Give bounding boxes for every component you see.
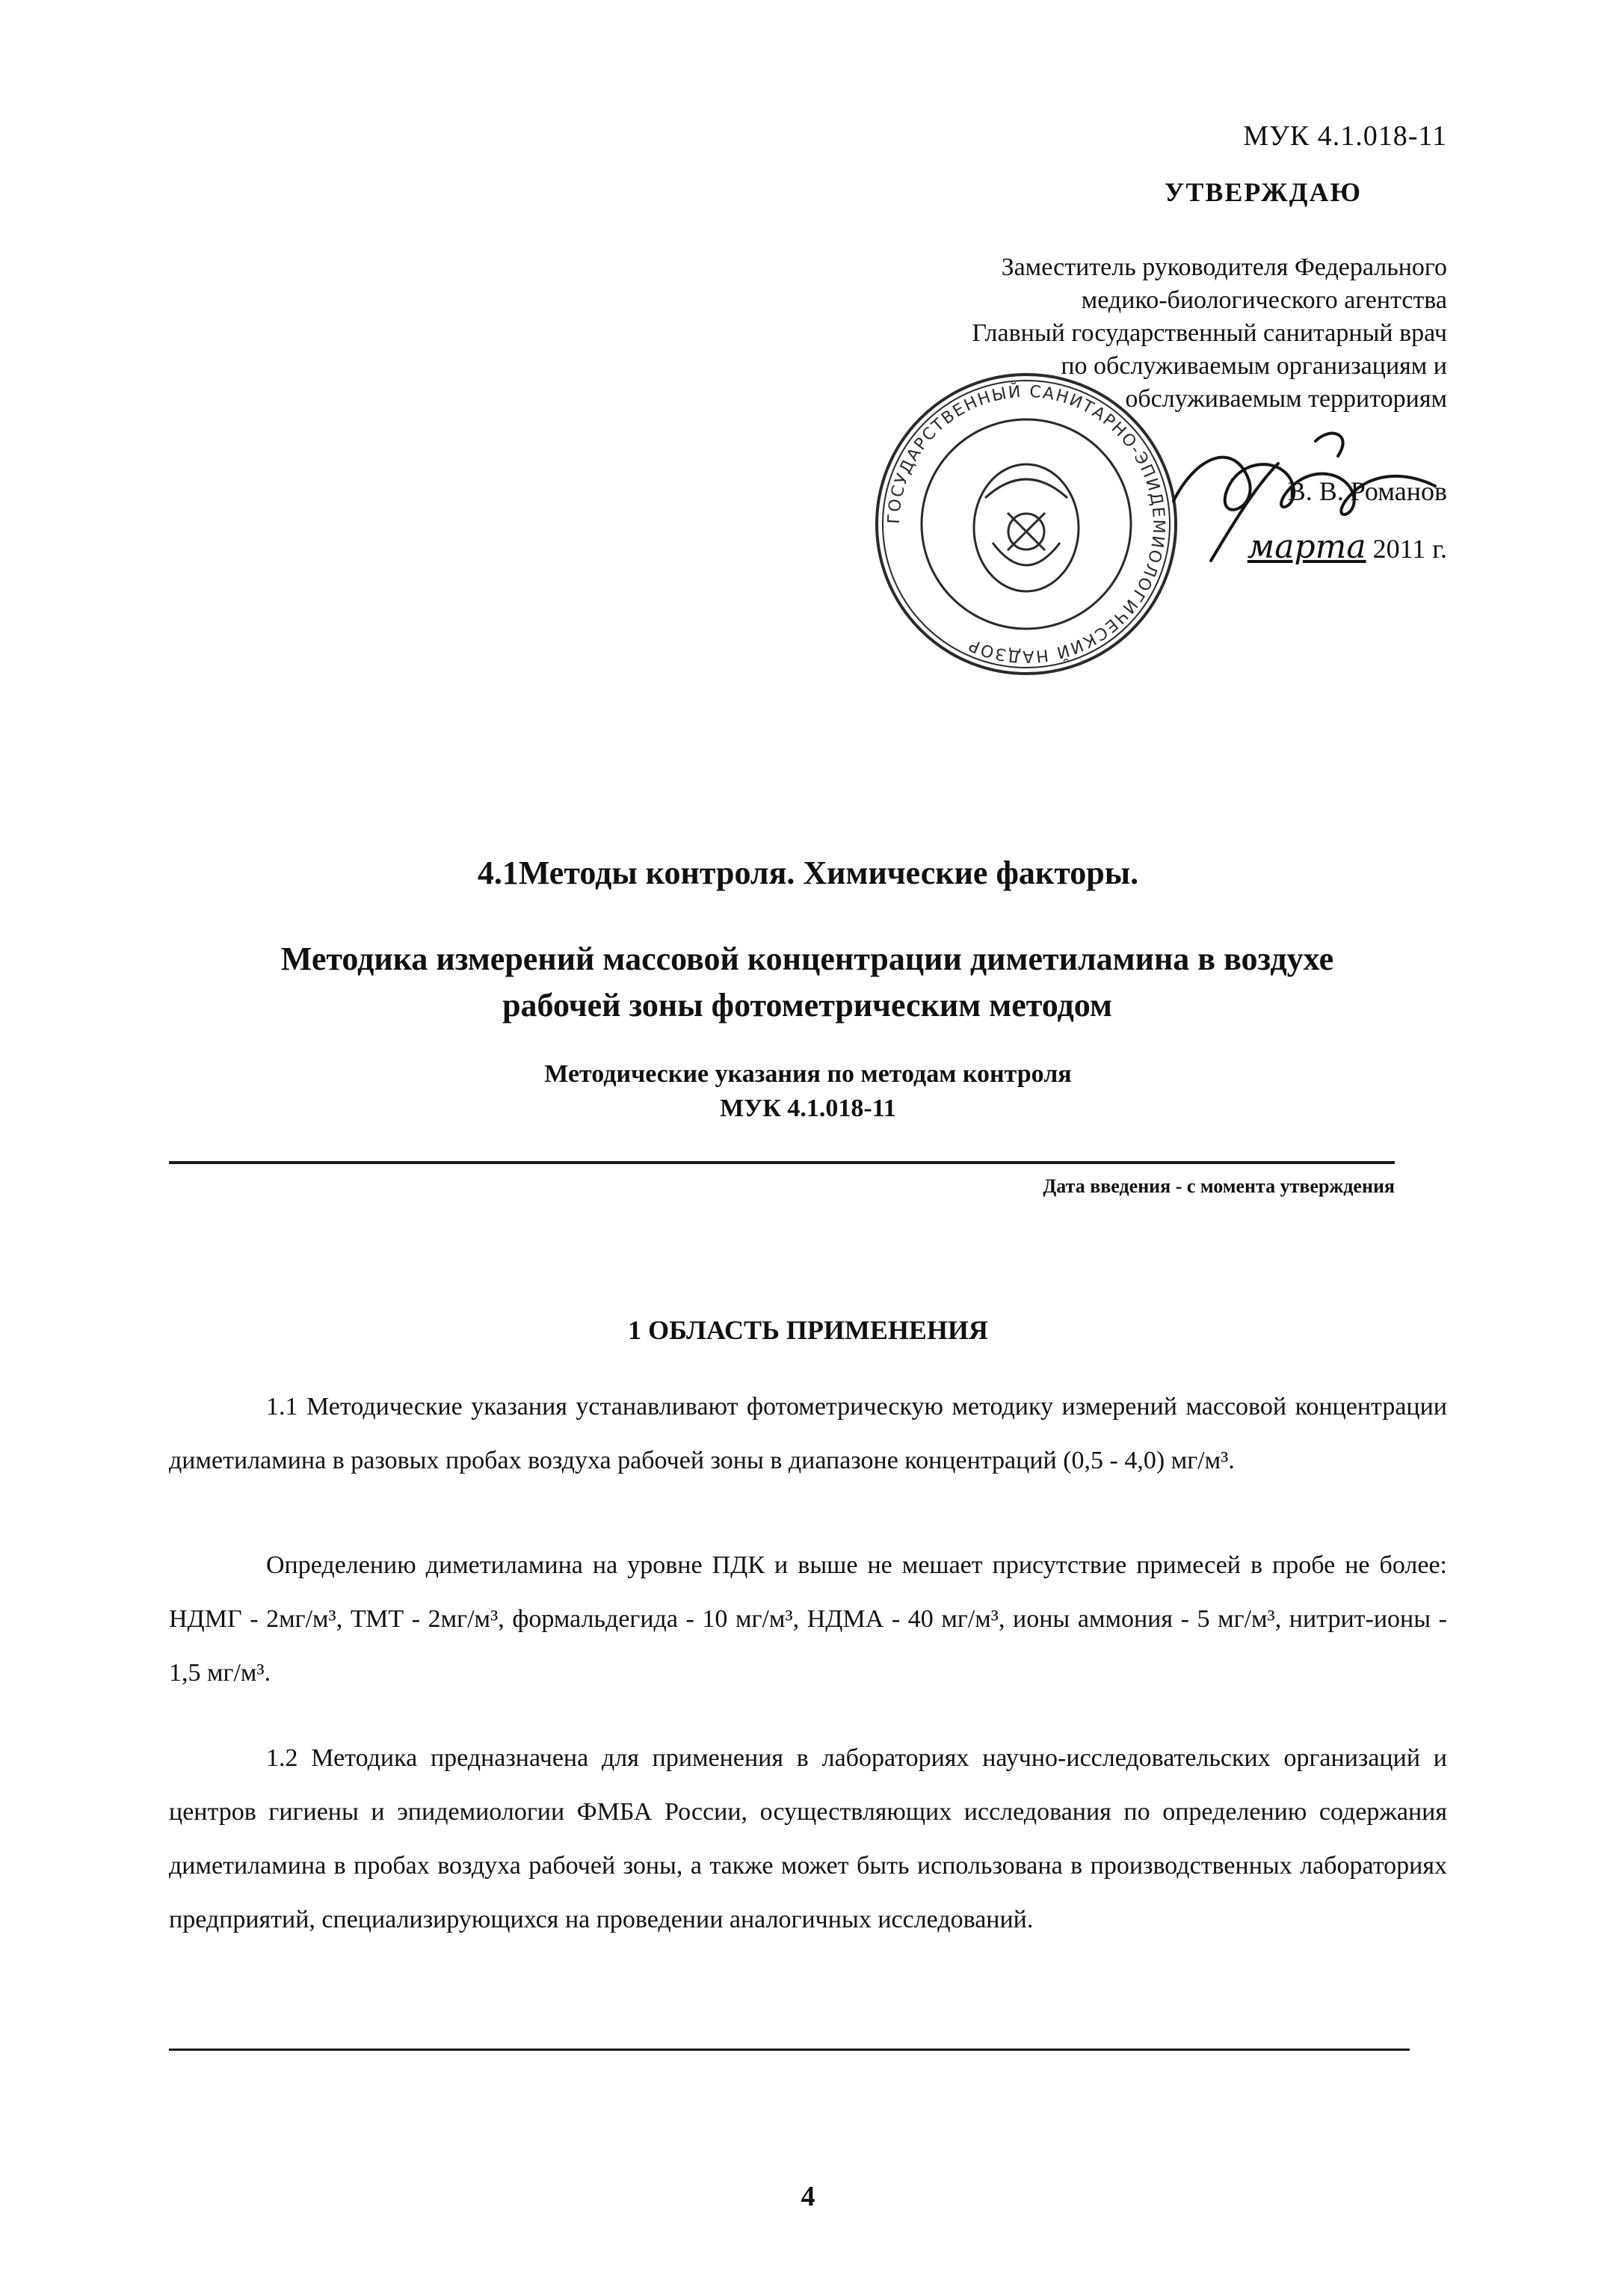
doc-code-header: МУК 4.1.018-11 bbox=[1243, 120, 1447, 152]
paragraph-text: Определению диметиламина на уровне ПДК и выше не мешает присутствие примесей в пробе не более: НДМГ - 2мг/м³, ТМТ - 2мг/м³, формальдегида - 10 мг/м³, НДМА - 40 мг/м³, ионы аммония - 5 мг/м³, нитрит-ионы - 1,5 мг/м³. bbox=[169, 1551, 1447, 1687]
approver-line: по обслуживаемым организациям и bbox=[1061, 352, 1447, 380]
document-title-line: Методика измерений массовой концентрации диметиламина в воздухе bbox=[280, 941, 1334, 977]
approve-label: УТВЕРЖДАЮ bbox=[1164, 177, 1362, 207]
document-title-line: рабочей зоны фотометрическим методом bbox=[502, 987, 1112, 1024]
handwritten-signature bbox=[1166, 411, 1450, 576]
section-heading: 1 ОБЛАСТЬ ПРИМЕНЕНИЯ bbox=[628, 1315, 988, 1345]
date-year: 2011 г. bbox=[1372, 534, 1447, 564]
paragraph-1 bbox=[169, 1380, 1447, 1488]
date-month: марта bbox=[1247, 528, 1366, 566]
bottom-divider-rule bbox=[169, 2049, 1410, 2051]
method-code: МУК 4.1.018-11 bbox=[720, 1095, 896, 1122]
method-caption-text: Методические указания по методам контроля bbox=[544, 1060, 1072, 1088]
signer-name: В. В. Романов bbox=[1287, 476, 1447, 506]
method-caption bbox=[0, 1057, 1616, 1126]
document-title bbox=[149, 936, 1465, 1029]
paragraph-text: 1.2 Методика предназначена для применения в лабораториях научно-исследовательских организаций и центров гигиены и эпидемиологии ФМБА России, осуществляющих исследования по определению содержания диметиламина в пробах воздуха рабочей зоны, а также может быть использована в производственных лабораториях предприятий, специализирующихся на проведении аналогичных исследований. bbox=[169, 1744, 1447, 1933]
approver-line: Заместитель руководителя Федерального bbox=[1001, 253, 1447, 281]
approver-line: обслуживаемым территориям bbox=[1125, 385, 1447, 413]
seal-ring-text: ГОСУДАРСТВЕННЫЙ САНИТАРНО-ЭПИДЕМИОЛОГИЧЕСКИЙ НАДЗОР bbox=[884, 382, 1168, 666]
paragraph-3 bbox=[169, 1732, 1447, 1947]
paragraph-text: 1.1 Методические указания устанавливают фотометрическую методику измерений массовой концентрации диметиламина в разовых пробах воздуха рабочей зоны в диапазоне концентраций (0,5 - 4,0) мг/м³. bbox=[169, 1393, 1447, 1474]
paragraph-2 bbox=[169, 1539, 1447, 1700]
page-number: 4 bbox=[801, 2181, 815, 2212]
divider-rule bbox=[169, 1161, 1395, 1164]
approver-line: медико-биологического агентства bbox=[1081, 286, 1447, 314]
approver-line: Главный государственный санитарный врач bbox=[972, 319, 1447, 347]
seal-emblem-icon bbox=[974, 464, 1079, 591]
official-seal-stamp bbox=[873, 371, 1179, 677]
introduction-date: Дата введения - с момента утверждения bbox=[1043, 1175, 1395, 1197]
section-title: 4.1Методы контроля. Химические факторы. bbox=[477, 855, 1139, 891]
